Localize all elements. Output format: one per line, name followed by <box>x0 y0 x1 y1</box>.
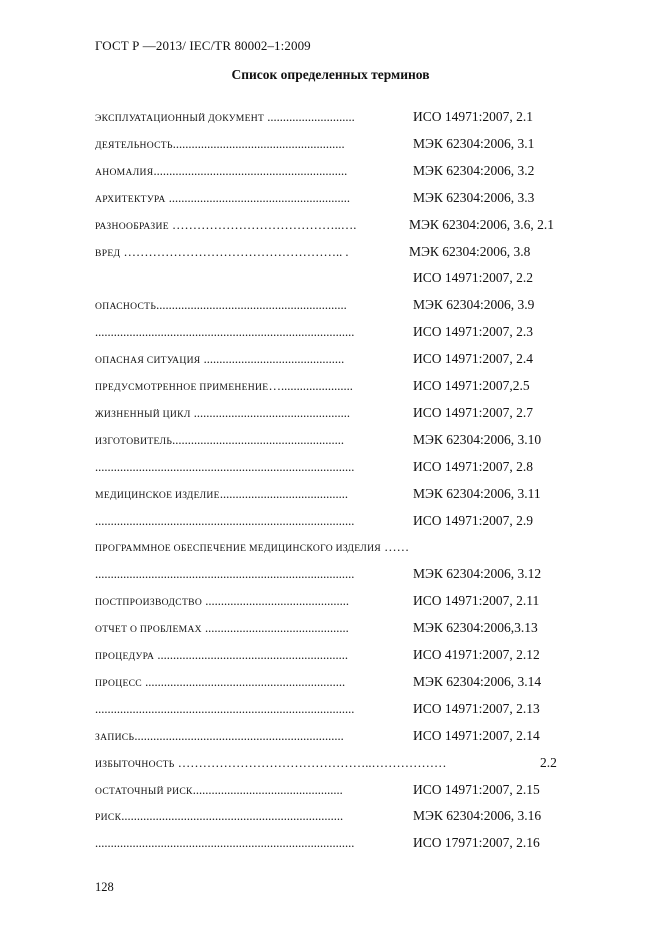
leader-dots: ................................................................................... <box>95 836 355 850</box>
leader-dots: …………………………………………….. . <box>120 245 349 259</box>
list-item <box>95 485 348 503</box>
list-item <box>95 296 347 314</box>
list-item <box>95 781 343 799</box>
term-reference: МЭК 62304:2006, 3.8 <box>409 244 531 259</box>
list-item <box>95 807 343 825</box>
list-item <box>95 592 349 610</box>
term-label: ОСТАТОЧНЫЙ РИСК <box>95 786 193 797</box>
term-reference: МЭК 62304:2006, 3.3 <box>413 190 535 205</box>
term-reference: МЭК 62304:2006, 3.14 <box>413 674 542 689</box>
term-reference: МЭК 62304:2006, 3.12 <box>413 566 542 581</box>
term-label: ОТЧЕТ О ПРОБЛЕМАХ <box>95 624 202 635</box>
leader-dots: …… <box>381 540 410 554</box>
list-item <box>95 162 347 180</box>
leader-dots: ............................................................. <box>156 298 347 312</box>
term-label: ЖИЗНЕННЫЙ ЦИКЛ <box>95 409 191 420</box>
leader-dots: .......................................................... <box>165 191 350 205</box>
leader-dots: .................................................. <box>190 406 351 420</box>
list-item <box>95 458 354 476</box>
term-label: РАЗНООБРАЗИЕ <box>95 221 169 232</box>
term-reference: МЭК 62304:2006, 3.1 <box>413 136 535 151</box>
leader-dots: ................................................................ <box>142 675 346 689</box>
list-item <box>95 727 344 745</box>
term-reference: ИСО 14971:2007, 2.13 <box>413 701 540 716</box>
term-reference: 2.2 <box>540 755 557 770</box>
leader-dots: ................................................................................... <box>95 567 355 581</box>
leader-dots: ................................................................................... <box>95 460 355 474</box>
list-item <box>95 350 344 368</box>
list-item <box>95 108 355 126</box>
leader-dots: ............................................. <box>200 352 345 366</box>
list-item <box>95 216 356 234</box>
term-label: ИЗГОТОВИТЕЛЬ <box>95 436 173 447</box>
term-reference: ИСО 14971:2007, 2.3 <box>413 324 534 339</box>
leader-dots: ....................................................... <box>172 137 345 151</box>
term-label: АРХИТЕКТУРА <box>95 194 166 205</box>
list-item <box>95 673 345 691</box>
term-label: ОПАСНОСТЬ <box>95 301 157 312</box>
term-reference: МЭК 62304:2006, 3.6, 2.1 <box>409 217 555 232</box>
leader-dots: ............................ <box>264 110 355 124</box>
list-item <box>95 619 349 637</box>
list-item <box>95 646 348 664</box>
leader-dots: ................................................................................... <box>95 514 355 528</box>
page-header: ГОСТ Р —2013/ IEC/TR 80002–1:2009 <box>95 38 311 53</box>
term-label: ПРОГРАММНОЕ ОБЕСПЕЧЕНИЕ МЕДИЦИНСКОГО ИЗДЕЛИЯ <box>95 543 381 554</box>
leader-dots: …………………………………..…. <box>168 218 357 232</box>
term-label: ПОСТПРОИЗВОДСТВО <box>95 597 203 608</box>
leader-dots: ………………………………………..……………… <box>174 756 447 770</box>
list-item <box>95 377 353 395</box>
term-reference: ИСО 14971:2007, 2.14 <box>413 728 540 743</box>
list-item <box>95 404 350 422</box>
leader-dots: ................................................................................... <box>95 325 355 339</box>
leader-dots: ................................................................... <box>134 729 344 743</box>
list-item <box>95 834 354 852</box>
term-reference: ИСО 14971:2007, 2.8 <box>413 459 534 474</box>
term-reference: МЭК 62304:2006, 3.9 <box>413 297 535 312</box>
term-reference: ИСО 14971:2007,2.5 <box>413 378 530 393</box>
term-label: ОПАСНАЯ СИТУАЦИЯ <box>95 355 201 366</box>
term-reference: ИСО 14971:2007, 2.7 <box>413 405 534 420</box>
term-label: ЭКСПЛУАТАЦИОННЫЙ ДОКУМЕНТ <box>95 113 265 124</box>
term-reference: МЭК 62304:2006, 3.10 <box>413 432 542 447</box>
term-reference: ИСО 14971:2007, 2.4 <box>413 351 534 366</box>
leader-dots: ......................................... <box>219 487 348 501</box>
leader-dots: .............................................................. <box>153 164 348 178</box>
list-item <box>95 189 350 207</box>
term-label: МЕДИЦИНСКОЕ ИЗДЕЛИЕ <box>95 490 220 501</box>
list-item <box>95 754 447 772</box>
leader-dots: .............................................. <box>201 621 349 635</box>
list-item <box>95 512 354 530</box>
term-label: ВРЕД <box>95 248 121 259</box>
term-reference: ИСО 14971:2007, 2.2 <box>413 270 534 285</box>
term-reference: МЭК 62304:2006, 3.11 <box>413 486 541 501</box>
term-label: ЗАПИСЬ <box>95 732 135 743</box>
term-reference: ИСО 17971:2007, 2.16 <box>413 835 540 850</box>
term-label: ПРЕДУСМОТРЕННОЕ ПРИМЕНЕНИЕ <box>95 382 269 393</box>
leader-dots: ................................................................................... <box>95 702 355 716</box>
list-item <box>95 538 409 556</box>
list-item <box>95 323 354 341</box>
term-label: ДЕЯТЕЛЬНОСТЬ <box>95 140 173 151</box>
list-item <box>95 243 348 261</box>
term-reference: ИСО 14971:2007, 2.9 <box>413 513 534 528</box>
leader-dots: ....................................................................... <box>121 809 344 823</box>
page-title: Список определенных терминов <box>231 67 430 82</box>
leader-dots: ................................................ <box>192 783 343 797</box>
term-reference: ИСО 14971:2007, 2.1 <box>413 109 534 124</box>
list-item <box>95 135 345 153</box>
term-reference: МЭК 62304:2006, 3.16 <box>413 808 542 823</box>
leader-dots: ....................................................... <box>172 433 345 447</box>
leader-dots: …....................... <box>268 379 353 393</box>
list-item <box>95 431 344 449</box>
term-label: ИЗБЫТОЧНОСТЬ <box>95 759 175 770</box>
term-reference: МЭК 62304:2006,3.13 <box>413 620 538 635</box>
term-reference: ИСО 14971:2007, 2.11 <box>413 593 540 608</box>
term-label: РИСК <box>95 812 122 823</box>
list-item <box>95 565 354 583</box>
page-number: 128 <box>95 880 114 894</box>
list-item <box>95 700 354 718</box>
term-label: АНОМАЛИЯ <box>95 167 154 178</box>
leader-dots: .............................................. <box>202 594 349 608</box>
term-reference: ИСО 14971:2007, 2.15 <box>413 782 540 797</box>
term-reference: МЭК 62304:2006, 3.2 <box>413 163 535 178</box>
term-label: ПРОЦЕДУРА <box>95 651 155 662</box>
term-reference: ИСО 41971:2007, 2.12 <box>413 647 540 662</box>
term-label: ПРОЦЕСС <box>95 678 142 689</box>
leader-dots: ............................................................. <box>154 648 349 662</box>
